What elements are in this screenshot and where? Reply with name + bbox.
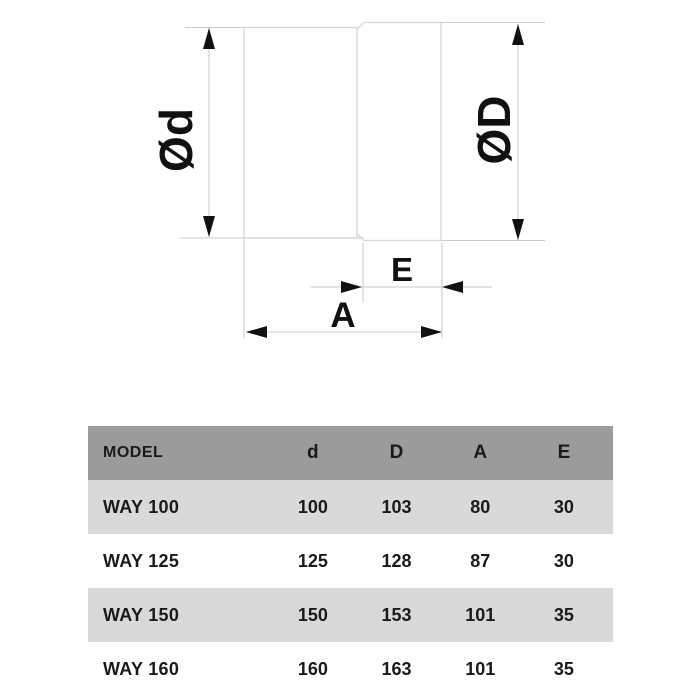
model-name: WAY 150 — [103, 604, 180, 625]
dimensions-table — [88, 426, 613, 696]
column-header-D: D — [389, 442, 404, 463]
arrow-left-dim-e-right — [442, 281, 463, 293]
value-D: 153 — [381, 604, 412, 625]
label-small-diameter: Ød — [150, 108, 202, 172]
value-A: 87 — [470, 550, 491, 571]
value-E: 30 — [553, 550, 574, 571]
table-row — [88, 642, 613, 696]
arrow-down-small-dia — [203, 216, 215, 237]
extension-lines — [180, 23, 545, 339]
value-A: 80 — [470, 496, 491, 517]
arrow-left-dim-a — [246, 326, 267, 338]
arrow-up-large-dia — [512, 24, 524, 45]
arrow-down-large-dia — [512, 219, 524, 240]
column-header-model: MODEL — [103, 444, 164, 461]
model-name: WAY 160 — [103, 658, 180, 679]
value-d: 125 — [297, 550, 328, 571]
value-D: 103 — [381, 496, 412, 517]
small-duct-outline — [244, 28, 357, 239]
value-E: 35 — [553, 604, 574, 625]
value-A: 101 — [465, 658, 496, 679]
value-D: 128 — [381, 550, 412, 571]
column-header-E: E — [557, 442, 571, 463]
arrow-right-dim-a — [421, 326, 442, 338]
arrow-up-small-dia — [203, 28, 215, 49]
model-name: WAY 125 — [103, 550, 180, 571]
value-A: 101 — [465, 604, 496, 625]
label-dim-a: A — [330, 296, 356, 335]
value-D: 163 — [381, 658, 412, 679]
value-d: 160 — [297, 658, 328, 679]
value-E: 35 — [553, 658, 574, 679]
value-E: 30 — [553, 496, 574, 517]
table-row — [88, 534, 613, 588]
column-header-d: d — [307, 442, 319, 463]
label-dim-e: E — [390, 251, 414, 288]
value-d: 150 — [297, 604, 328, 625]
arrow-right-dim-e-left — [341, 281, 362, 293]
column-header-A: A — [473, 442, 488, 463]
table-row — [88, 588, 613, 642]
large-duct-outline — [357, 23, 441, 241]
label-large-diameter: ØD — [468, 95, 520, 165]
table-row — [88, 480, 613, 534]
model-name: WAY 100 — [103, 496, 180, 517]
value-d: 100 — [297, 496, 328, 517]
table-header-row — [88, 426, 613, 480]
